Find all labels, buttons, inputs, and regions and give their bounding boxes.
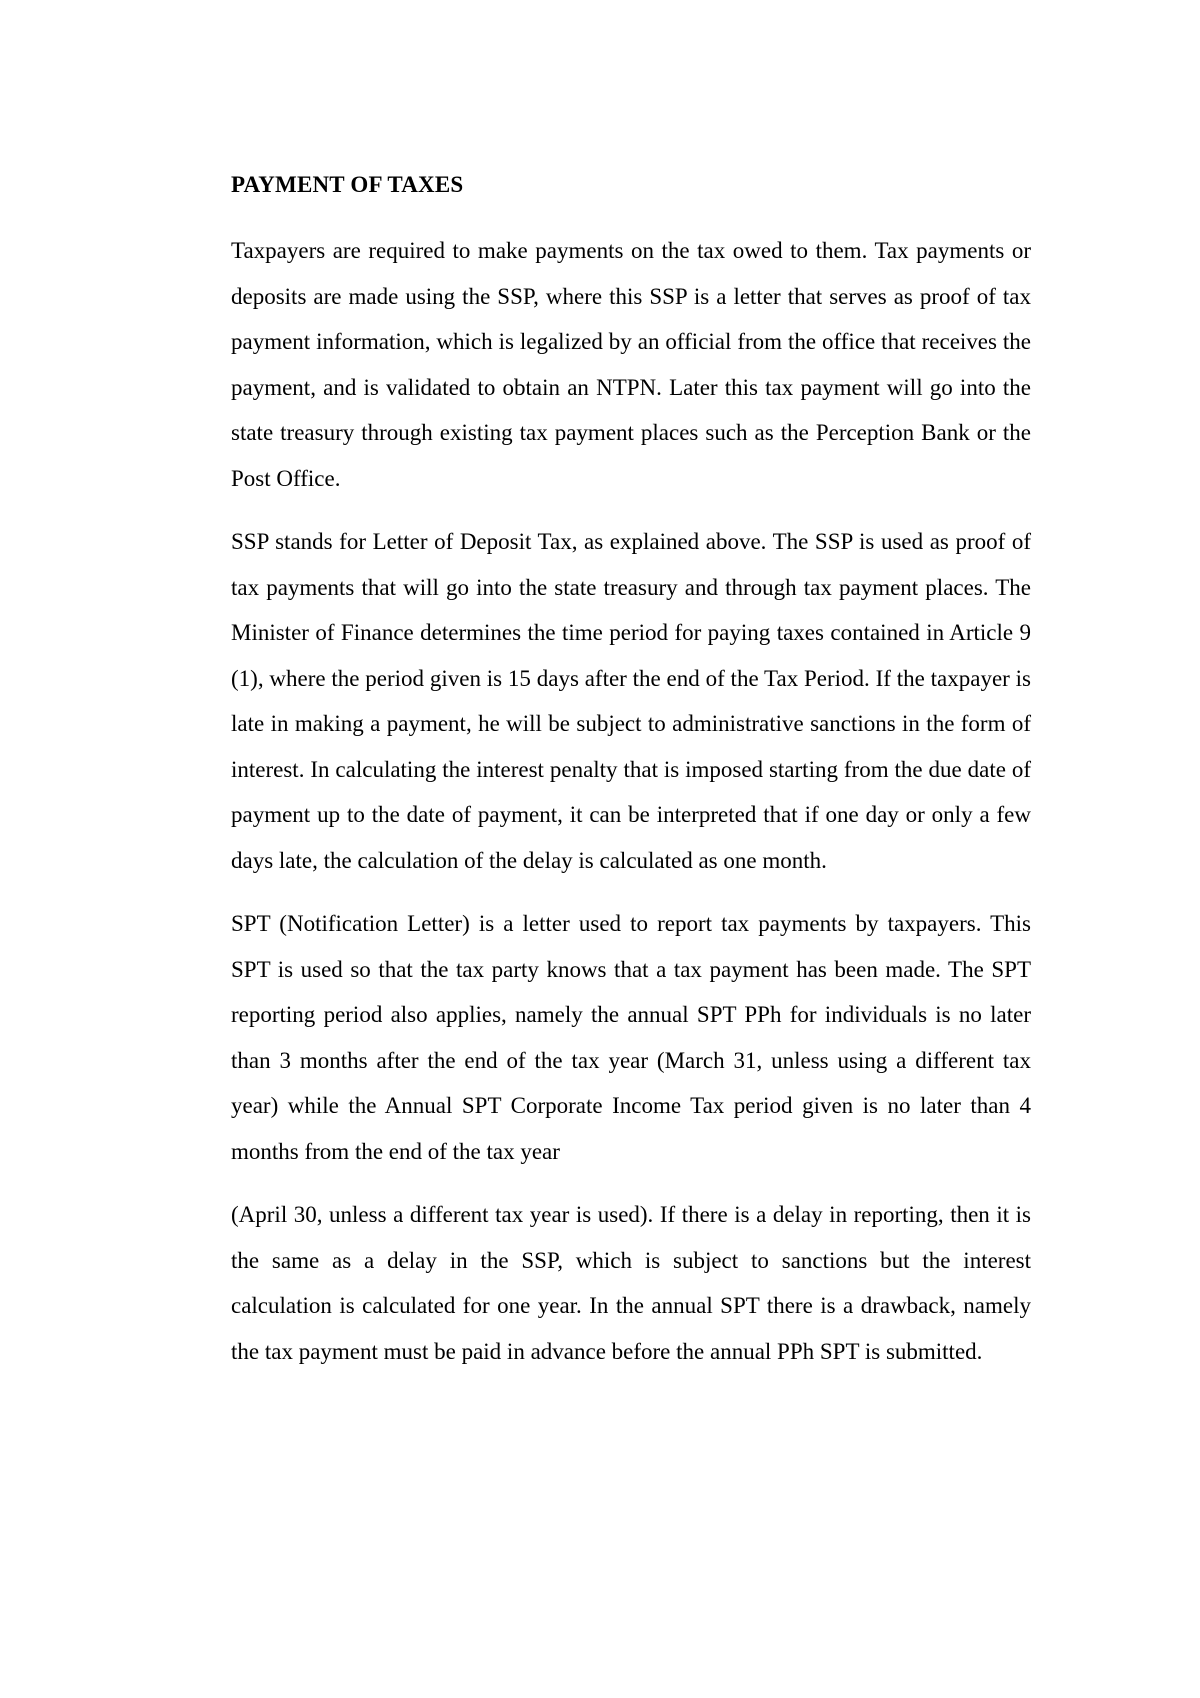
document-body xyxy=(231,170,1031,1392)
paragraph-payments: Taxpayers are required to make payments on the tax owed to them. Tax payments or deposits are made using the SSP, where this SSP is a letter that serves as proof of tax payment information, which is legalized by an official from the office that receives the payment, and is validated to obtain an NTPN. Later this tax payment will go into the state treasury through existing tax payment places such as the Perception Bank or the Post Office. xyxy=(231,238,1031,491)
paragraph-delay: (April 30, unless a different tax year is used). If there is a delay in reporting, then it is the same as a delay in the SSP, which is subject to sanctions but the interest calculation is calculated for one year. In the annual SPT there is a drawback, namely the tax payment must be paid in advance before the annual PPh SPT is submitted. xyxy=(231,1202,1031,1364)
paragraph-ssp: SSP stands for Letter of Deposit Tax, as explained above. The SSP is used as proof of tax payments that will go into the state treasury and through tax payment places. The Minister of Finance determines the time period for paying taxes contained in Article 9 (1), where the period given is 15 days after the end of the Tax Period. If the taxpayer is late in making a payment, he will be subject to administrative sanctions in the form of interest. In calculating the interest penalty that is imposed starting from the due date of payment up to the date of payment, it can be interpreted that if one day or only a few days late, the calculation of the delay is calculated as one month. xyxy=(231,529,1031,873)
document-title: PAYMENT OF TAXES xyxy=(231,172,464,197)
paragraph-spt: SPT (Notification Letter) is a letter used to report tax payments by taxpayers. This SPT is used so that the tax party knows that a tax payment has been made. The SPT reporting period also applies, namely the annual SPT PPh for individuals is no later than 3 months after the end of the tax year (March 31, unless using a different tax year) while the Annual SPT Corporate Income Tax period given is no later than 4 months from the end of the tax year xyxy=(231,911,1031,1164)
